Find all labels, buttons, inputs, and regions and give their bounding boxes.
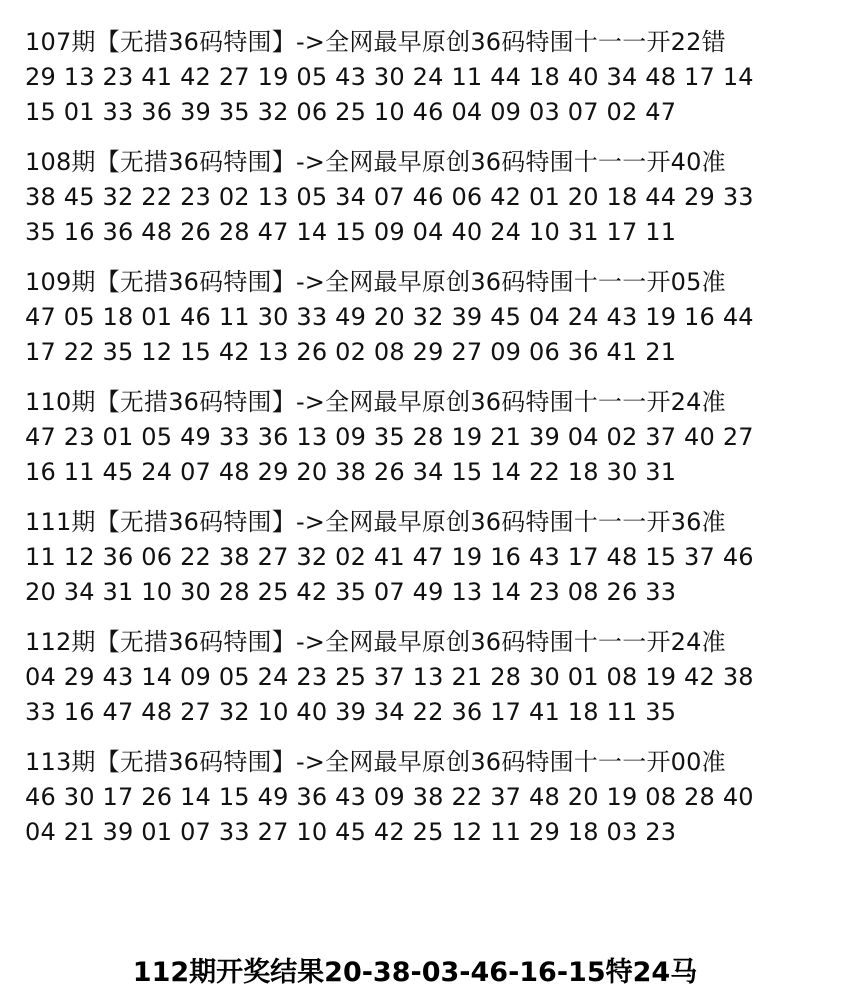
entry-title: 113期【无措36码特围】->全网最早原创36码特围十一一开00准 bbox=[25, 748, 726, 776]
number-row: 15 01 33 36 39 35 32 06 25 10 46 04 09 03 07 02 47 bbox=[25, 98, 677, 126]
entry-title: 112期【无措36码特围】->全网最早原创36码特围十一一开24准 bbox=[25, 628, 726, 656]
entry-108 bbox=[25, 145, 840, 250]
number-row: 29 13 23 41 42 27 19 05 43 30 24 11 44 18 40 34 48 17 14 bbox=[25, 63, 754, 91]
entry-title: 109期【无措36码特围】->全网最早原创36码特围十一一开05准 bbox=[25, 268, 726, 296]
number-row: 17 22 35 12 15 42 13 26 02 08 29 27 09 06 36 41 21 bbox=[25, 338, 677, 366]
entry-title: 111期【无措36码特围】->全网最早原创36码特围十一一开36准 bbox=[25, 508, 726, 536]
entry-113 bbox=[25, 745, 840, 850]
number-row: 35 16 36 48 26 28 47 14 15 09 04 40 24 10 31 17 11 bbox=[25, 218, 677, 246]
entry-title: 107期【无措36码特围】->全网最早原创36码特围十一一开22错 bbox=[25, 28, 726, 56]
number-row: 20 34 31 10 30 28 25 42 35 07 49 13 14 23 08 26 33 bbox=[25, 578, 677, 606]
number-row: 33 16 47 48 27 32 10 40 39 34 22 36 17 41 18 11 35 bbox=[25, 698, 677, 726]
entry-title: 110期【无措36码特围】->全网最早原创36码特围十一一开24准 bbox=[25, 388, 726, 416]
number-row: 47 23 01 05 49 33 36 13 09 35 28 19 21 39 04 02 37 40 27 bbox=[25, 423, 754, 451]
number-row: 47 05 18 01 46 11 30 33 49 20 32 39 45 04 24 43 19 16 44 bbox=[25, 303, 754, 331]
number-row: 11 12 36 06 22 38 27 32 02 41 47 19 16 43 17 48 15 37 46 bbox=[25, 543, 754, 571]
entry-112 bbox=[25, 625, 840, 730]
entry-110 bbox=[25, 385, 840, 490]
number-row: 38 45 32 22 23 02 13 05 34 07 46 06 42 01 20 18 44 29 33 bbox=[25, 183, 754, 211]
number-row: 04 21 39 01 07 33 27 10 45 42 25 12 11 29 18 03 23 bbox=[25, 818, 677, 846]
entry-list bbox=[25, 25, 840, 865]
draw-result: 112期开奖结果20-38-03-46-16-15特24马 bbox=[132, 957, 698, 988]
number-row: 16 11 45 24 07 48 29 20 38 26 34 15 14 22 18 30 31 bbox=[25, 458, 677, 486]
number-row: 04 29 43 14 09 05 24 23 25 37 13 21 28 30 01 08 19 42 38 bbox=[25, 663, 754, 691]
entry-111 bbox=[25, 505, 840, 610]
entry-109 bbox=[25, 265, 840, 370]
entry-107 bbox=[25, 25, 840, 130]
entry-title: 108期【无措36码特围】->全网最早原创36码特围十一一开40准 bbox=[25, 148, 726, 176]
number-row: 46 30 17 26 14 15 49 36 43 09 38 22 37 48 20 19 08 28 40 bbox=[25, 783, 754, 811]
